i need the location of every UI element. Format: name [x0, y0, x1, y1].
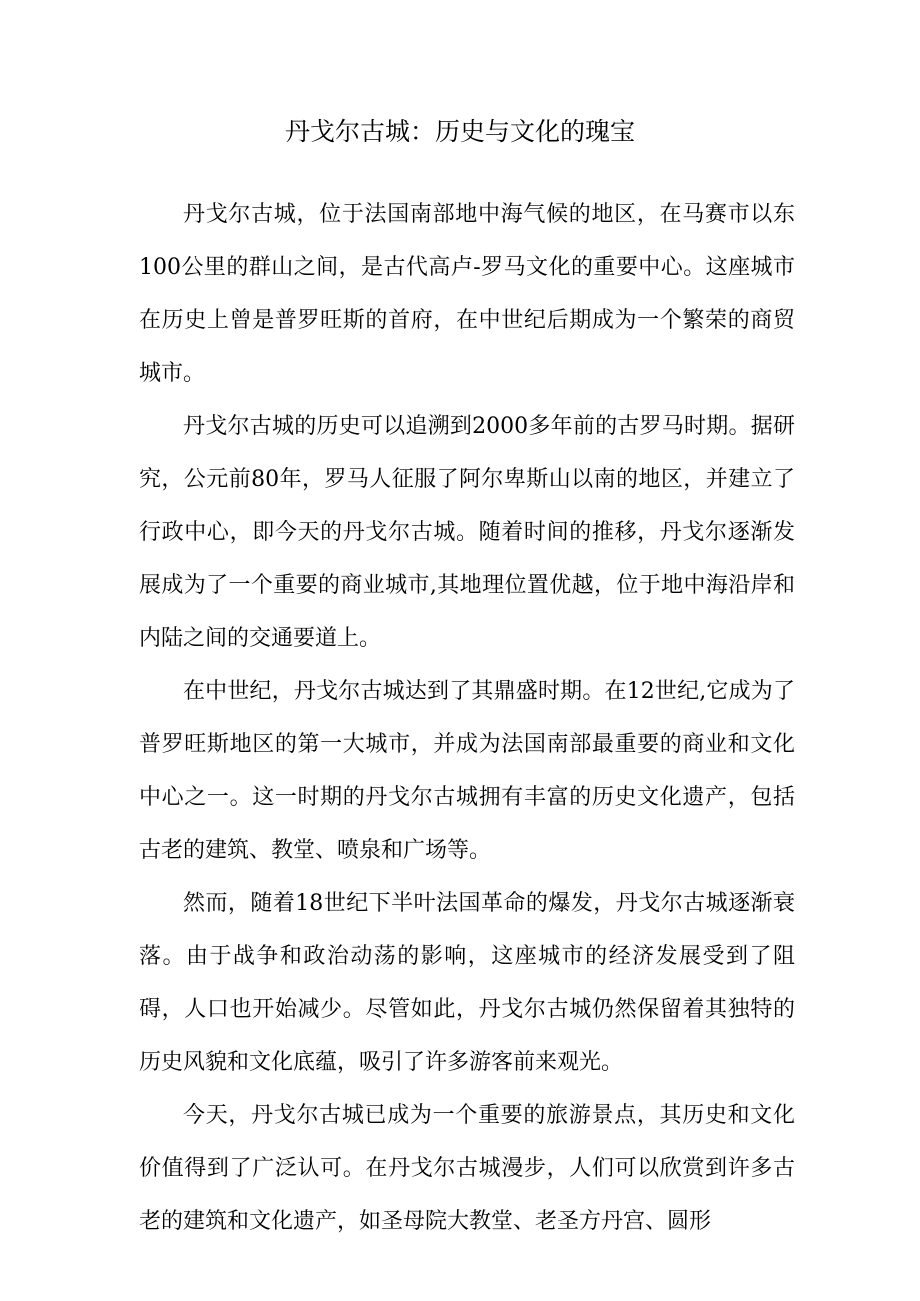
paragraph: 丹戈尔古城的历史可以追溯到2000多年前的古罗马时期。据研究，公元前80年，罗马人征服了阿尔卑斯山以南的地区，并建立了行政中心，即今天的丹戈尔古城。随着时间的推移，丹戈尔逐渐发展成为了一个重要的商业城市,其地理位置优越，位于地中海沿岸和内陆之间的交通要道上。 [139, 414, 795, 651]
paragraph: 然而，随着18世纪下半叶法国革命的爆发，丹戈尔古城逐渐衰落。由于战争和政治动荡的影响，这座城市的经济发展受到了阻碍，人口也开始减少。尽管如此，丹戈尔古城仍然保留着其独特的历史风貌和文化底蕴，吸引了许多游客前来观光。 [139, 891, 795, 1075]
document-title: 丹戈尔古城：历史与文化的瑰宝 [284, 117, 635, 146]
paragraph: 在中世纪，丹戈尔古城达到了其鼎盛时期。在12世纪,它成为了普罗旺斯地区的第一大城市，并成为法国南部最重要的商业和文化中心之一。这一时期的丹戈尔古城拥有丰富的历史文化遗产，包括古老的建筑、教堂、喷泉和广场等。 [139, 679, 795, 863]
document-body [139, 188, 795, 1248]
paragraph: 今天，丹戈尔古城已成为一个重要的旅游景点，其历史和文化价值得到了广泛认可。在丹戈尔古城漫步，人们可以欣赏到许多古老的建筑和文化遗产，如圣母院大教堂、老圣方丹宫、圆形 [139, 1103, 795, 1234]
paragraph: 丹戈尔古城，位于法国南部地中海气候的地区，在马赛市以东100公里的群山之间，是古代高卢-罗马文化的重要中心。这座城市在历史上曾是普罗旺斯的首府，在中世纪后期成为一个繁荣的商贸城市。 [139, 202, 795, 386]
